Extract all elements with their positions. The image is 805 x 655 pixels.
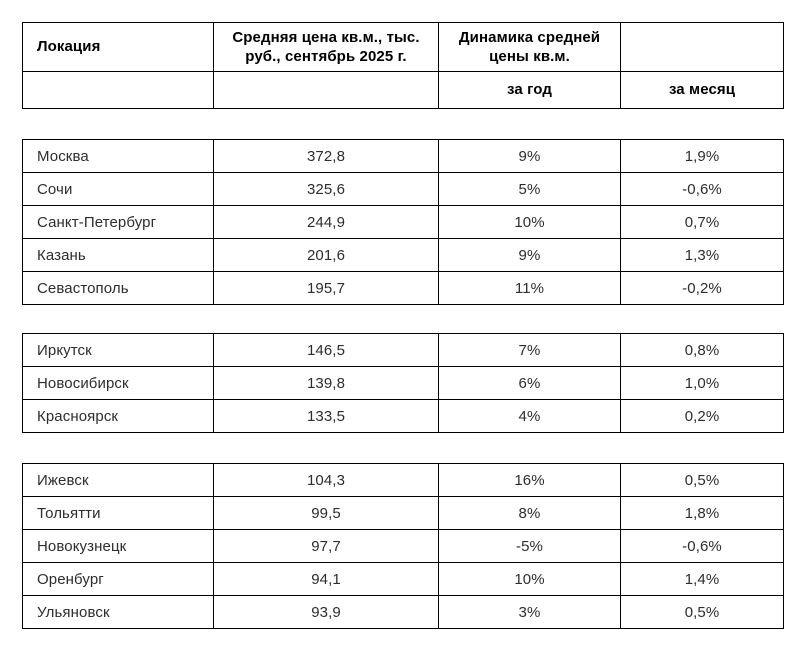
- header-avg-price: Средняя цена кв.м., тыс. руб., сентябрь 2025 г.: [214, 23, 439, 72]
- price-cell: 244,9: [214, 206, 439, 239]
- header-empty-cell: [621, 23, 784, 72]
- location-cell: Сочи: [23, 173, 214, 206]
- price-cell: 99,5: [214, 497, 439, 530]
- month-change-cell: -0,2%: [621, 272, 784, 305]
- month-change-cell: 0,5%: [621, 464, 784, 497]
- month-change-cell: 0,8%: [621, 334, 784, 367]
- year-change-cell: 11%: [439, 272, 621, 305]
- subheader-empty-2: [214, 72, 439, 109]
- month-change-cell: 0,7%: [621, 206, 784, 239]
- location-cell: Севастополь: [23, 272, 214, 305]
- table-row: [23, 272, 784, 305]
- year-change-cell: 9%: [439, 140, 621, 173]
- price-cell: 94,1: [214, 563, 439, 596]
- table-row: [23, 464, 784, 497]
- year-change-cell: 4%: [439, 400, 621, 433]
- location-cell: Тольятти: [23, 497, 214, 530]
- location-cell: Новокузнецк: [23, 530, 214, 563]
- year-change-cell: 9%: [439, 239, 621, 272]
- year-change-cell: 10%: [439, 563, 621, 596]
- table-row: [23, 239, 784, 272]
- price-cell: 146,5: [214, 334, 439, 367]
- price-cell: 93,9: [214, 596, 439, 629]
- price-cell: 325,6: [214, 173, 439, 206]
- price-cell: 104,3: [214, 464, 439, 497]
- header-price-dynamics: Динамика средней цены кв.м.: [439, 23, 621, 72]
- price-cell: 139,8: [214, 367, 439, 400]
- year-change-cell: 10%: [439, 206, 621, 239]
- month-change-cell: 0,2%: [621, 400, 784, 433]
- group-3-table: [22, 463, 784, 629]
- month-change-cell: 1,8%: [621, 497, 784, 530]
- table-row: [23, 596, 784, 629]
- month-change-cell: 1,4%: [621, 563, 784, 596]
- year-change-cell: 3%: [439, 596, 621, 629]
- year-change-cell: 7%: [439, 334, 621, 367]
- location-cell: Ижевск: [23, 464, 214, 497]
- month-change-cell: 1,3%: [621, 239, 784, 272]
- location-cell: Ульяновск: [23, 596, 214, 629]
- month-change-cell: 1,9%: [621, 140, 784, 173]
- price-cell: 195,7: [214, 272, 439, 305]
- location-cell: Санкт-Петербург: [23, 206, 214, 239]
- header-row-1: [23, 23, 784, 72]
- month-change-cell: -0,6%: [621, 173, 784, 206]
- month-change-cell: 0,5%: [621, 596, 784, 629]
- price-cell: 133,5: [214, 400, 439, 433]
- header-location: Локация: [23, 23, 214, 72]
- price-cell: 201,6: [214, 239, 439, 272]
- subheader-empty-1: [23, 72, 214, 109]
- table-row: [23, 530, 784, 563]
- price-cell: 97,7: [214, 530, 439, 563]
- header-row-2: [23, 72, 784, 109]
- location-cell: Красноярск: [23, 400, 214, 433]
- table-row: [23, 400, 784, 433]
- location-cell: Москва: [23, 140, 214, 173]
- subheader-per-year: за год: [439, 72, 621, 109]
- table-row: [23, 497, 784, 530]
- month-change-cell: -0,6%: [621, 530, 784, 563]
- table-row: [23, 140, 784, 173]
- group-1-table: [22, 139, 784, 305]
- table-row: [23, 334, 784, 367]
- header-table: [22, 22, 784, 109]
- month-change-cell: 1,0%: [621, 367, 784, 400]
- location-cell: Новосибирск: [23, 367, 214, 400]
- year-change-cell: 16%: [439, 464, 621, 497]
- table-row: [23, 367, 784, 400]
- subheader-per-month: за месяц: [621, 72, 784, 109]
- location-cell: Оренбург: [23, 563, 214, 596]
- table-row: [23, 206, 784, 239]
- group-2-table: [22, 333, 784, 433]
- location-cell: Иркутск: [23, 334, 214, 367]
- year-change-cell: 8%: [439, 497, 621, 530]
- table-row: [23, 563, 784, 596]
- table-row: [23, 173, 784, 206]
- price-cell: 372,8: [214, 140, 439, 173]
- year-change-cell: 5%: [439, 173, 621, 206]
- year-change-cell: -5%: [439, 530, 621, 563]
- year-change-cell: 6%: [439, 367, 621, 400]
- location-cell: Казань: [23, 239, 214, 272]
